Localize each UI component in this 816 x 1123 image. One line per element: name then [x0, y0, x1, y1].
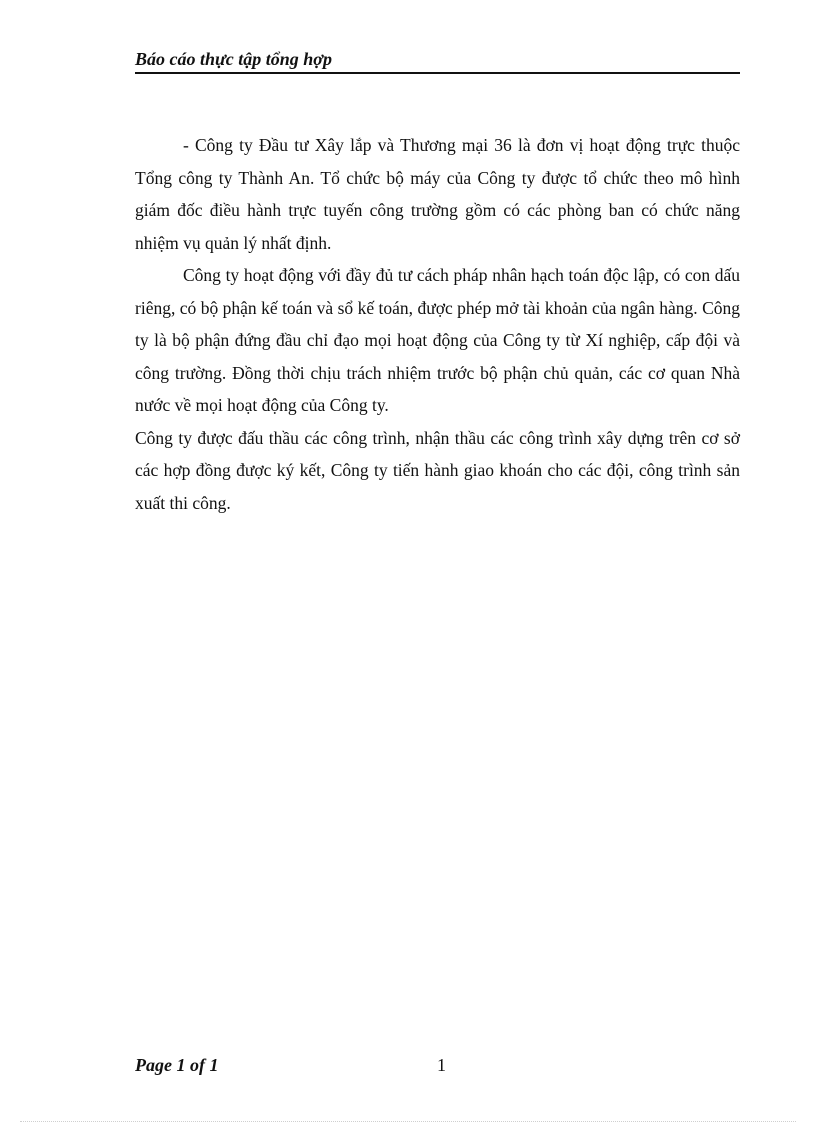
footer-page-label: Page 1 of 1 [135, 1055, 219, 1075]
paragraph-3: Công ty được đấu thầu các công trình, nhận thầu các công trình xây dựng trên cơ sở các hợp đồng được ký kết, Công ty tiến hành giao khoán cho các đội, công trình sản xuất thi công. [135, 427, 740, 513]
body-text [135, 129, 740, 519]
paragraph-2: Công ty hoạt động với đầy đủ tư cách pháp nhân hạch toán độc lập, có con dấu riêng, có bộ phận kế toán và sổ kế toán, được phép mở tài khoản của ngân hàng. Công ty là bộ phận đứng đầu chỉ đạo mọi hoạt động của Công ty từ Xí nghiệp, cấp đội và công trường. Đồng thời chịu trách nhiệm trước bộ phận chủ quản, các cơ quan Nhà nước về mọi hoạt động của Công ty. [135, 265, 740, 415]
page-bottom-edge [20, 1121, 796, 1122]
paragraph-1: - Công ty Đầu tư Xây lắp và Thương mại 36 là đơn vị hoạt động trực thuộc Tổng công ty Thành An. Tổ chức bộ máy của Công ty được tổ chức theo mô hình giám đốc điều hành trực tuyến công trường gồm có các phòng ban có chức năng nhiệm vụ quản lý nhất định. [135, 135, 740, 253]
page-header [135, 48, 740, 74]
header-title: Báo cáo thực tập tổng hợp [135, 49, 332, 69]
footer-page-number: 1 [437, 1055, 446, 1075]
